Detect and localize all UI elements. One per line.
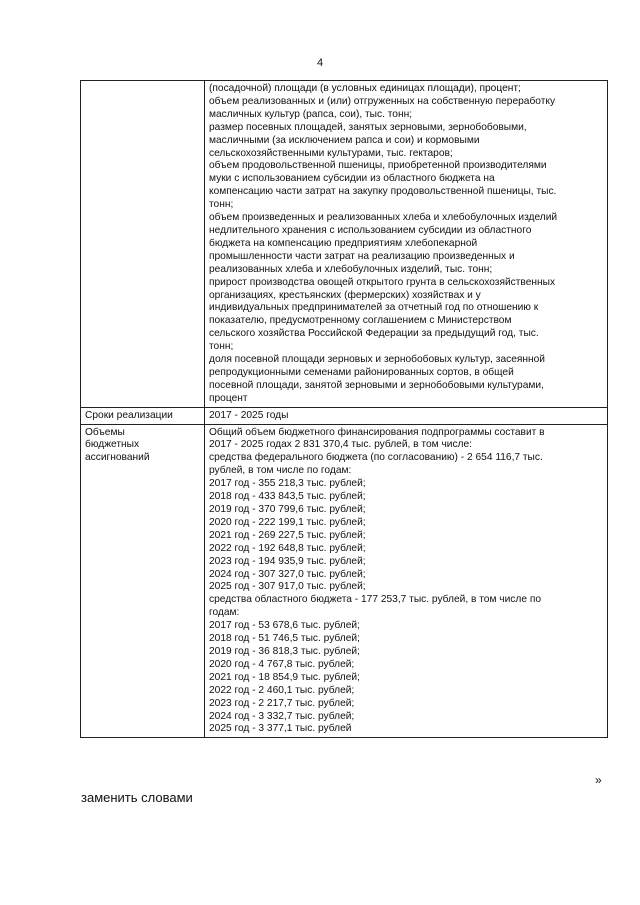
replace-instruction: заменить словами bbox=[81, 790, 193, 805]
table-row bbox=[81, 424, 608, 738]
row-value-line: 2020 год - 222 199,1 тыс. рублей; bbox=[209, 516, 366, 528]
row-value-line: сельского хозяйства Российской Федерации за предыдущий год, тыс. bbox=[209, 328, 539, 340]
row-value-line: 2023 год - 194 935,9 тыс. рублей; bbox=[209, 555, 366, 567]
row-label-line: бюджетных bbox=[85, 439, 140, 451]
row-value-line: Общий объем бюджетного финансирования подпрограммы составит в bbox=[209, 426, 545, 438]
row-value-line: тонн; bbox=[209, 341, 234, 353]
row-value-line: посевной площади, занятой зерновыми и зернобобовыми культурами, bbox=[209, 379, 544, 391]
page-number: 4 bbox=[316, 57, 324, 69]
row-value-line: доля посевной площади зерновых и зернобобовых культур, засеянной bbox=[209, 354, 546, 366]
row-value-line: средства областного бюджета - 177 253,7 тыс. рублей, в том числе по bbox=[209, 594, 542, 606]
row-value-line: объем продовольственной пшеницы, приобретенной производителями bbox=[209, 160, 547, 172]
row-value-line: размер посевных площадей, занятых зерновыми, зернобобовыми, bbox=[209, 121, 527, 133]
row-value-line: масличными (за исключением рапса и сои) и кормовыми bbox=[209, 134, 480, 146]
row-value-cell bbox=[205, 407, 608, 424]
row-value-line: 2023 год - 2 217,7 тыс. рублей; bbox=[209, 697, 355, 709]
row-value-line: показателю, предусмотренному соглашением с Министерством bbox=[209, 315, 512, 327]
closing-quote: » bbox=[595, 773, 602, 787]
row-value-line: 2024 год - 3 332,7 тыс. рублей; bbox=[209, 710, 355, 722]
row-value-line: индивидуальных предпринимателей за отчетный год по отношению к bbox=[209, 302, 539, 314]
row-label-cell bbox=[81, 407, 205, 424]
row-value-line: годам: bbox=[209, 607, 240, 619]
row-value-line: рублей, в том числе по годам: bbox=[209, 465, 352, 477]
row-value-line: процент bbox=[209, 392, 248, 404]
row-value-line: масличных культур (рапса, сои), тыс. тонн; bbox=[209, 108, 413, 120]
table-row bbox=[81, 407, 608, 424]
row-value-line: прирост производства овощей открытого грунта в сельскохозяйственных bbox=[209, 276, 556, 288]
row-value-line: репродукционными семенами районированных сортов, в общей bbox=[209, 366, 514, 378]
table-row bbox=[81, 81, 608, 408]
row-label-line: ассигнований bbox=[85, 452, 150, 464]
row-value-line: (посадочной) площади (в условных единицах площади), процент; bbox=[209, 83, 521, 94]
row-value-line: объем произведенных и реализованных хлеба и хлебобулочных изделий bbox=[209, 212, 558, 224]
row-value-line: тонн; bbox=[209, 199, 234, 211]
row-value-line: 2022 год - 2 460,1 тыс. рублей; bbox=[209, 684, 355, 696]
row-value-line: промышленности части затрат на реализацию произведенных и bbox=[209, 250, 515, 262]
row-label-cell bbox=[81, 81, 205, 408]
row-value-line: 2021 год - 269 227,5 тыс. рублей; bbox=[209, 529, 366, 541]
row-value-line: 2017 - 2025 годы bbox=[209, 409, 289, 421]
row-value-line: средства федерального бюджета (по согласованию) - 2 654 116,7 тыс. bbox=[209, 452, 543, 464]
row-value-cell bbox=[205, 81, 608, 408]
row-value-line: компенсацию части затрат на закупку продовольственной пшеницы, тыс. bbox=[209, 186, 557, 198]
row-value-line: реализованных хлеба и хлебобулочных изделий, тыс. тонн; bbox=[209, 263, 493, 275]
row-value-cell bbox=[205, 424, 608, 738]
row-value-line: 2020 год - 4 767,8 тыс. рублей; bbox=[209, 658, 355, 670]
row-value-line: 2025 год - 307 917,0 тыс. рублей; bbox=[209, 581, 366, 593]
row-value-line: 2025 год - 3 377,1 тыс. рублей bbox=[209, 723, 352, 735]
row-value-line: недлительного хранения с использованием субсидии из областного bbox=[209, 224, 532, 236]
row-value-line: 2017 год - 355 218,3 тыс. рублей; bbox=[209, 478, 366, 490]
subprogram-passport-table bbox=[80, 80, 608, 738]
row-label-line: Объемы bbox=[85, 426, 125, 438]
row-value-line: 2018 год - 51 746,5 тыс. рублей; bbox=[209, 633, 360, 645]
row-value-line: объем реализованных и (или) отгруженных на собственную переработку bbox=[209, 95, 556, 107]
row-value-line: муки с использованием субсидии из областного бюджета на bbox=[209, 173, 495, 185]
row-value-line: бюджета на компенсацию предприятиям хлебопекарной bbox=[209, 237, 478, 249]
row-value-line: 2017 год - 53 678,6 тыс. рублей; bbox=[209, 620, 360, 632]
row-value-line: 2017 - 2025 годах 2 831 370,4 тыс. рублей, в том числе: bbox=[209, 439, 472, 451]
row-value-line: 2019 год - 370 799,6 тыс. рублей; bbox=[209, 504, 366, 515]
row-value-line: 2019 год - 36 818,3 тыс. рублей; bbox=[209, 645, 360, 657]
row-value-line: 2021 год - 18 854,9 тыс. рублей; bbox=[209, 671, 360, 683]
row-value-line: 2024 год - 307 327,0 тыс. рублей; bbox=[209, 568, 366, 580]
row-label-line: Сроки реализации bbox=[85, 409, 173, 421]
row-value-line: 2018 год - 433 843,5 тыс. рублей; bbox=[209, 491, 366, 503]
row-value-line: сельскохозяйственными культурами, тыс. гектаров; bbox=[209, 147, 453, 159]
row-value-line: 2022 год - 192 648,8 тыс. рублей; bbox=[209, 542, 366, 554]
row-value-line: организациях, крестьянских (фермерских) хозяйствах и у bbox=[209, 289, 481, 301]
row-label-cell bbox=[81, 424, 205, 738]
